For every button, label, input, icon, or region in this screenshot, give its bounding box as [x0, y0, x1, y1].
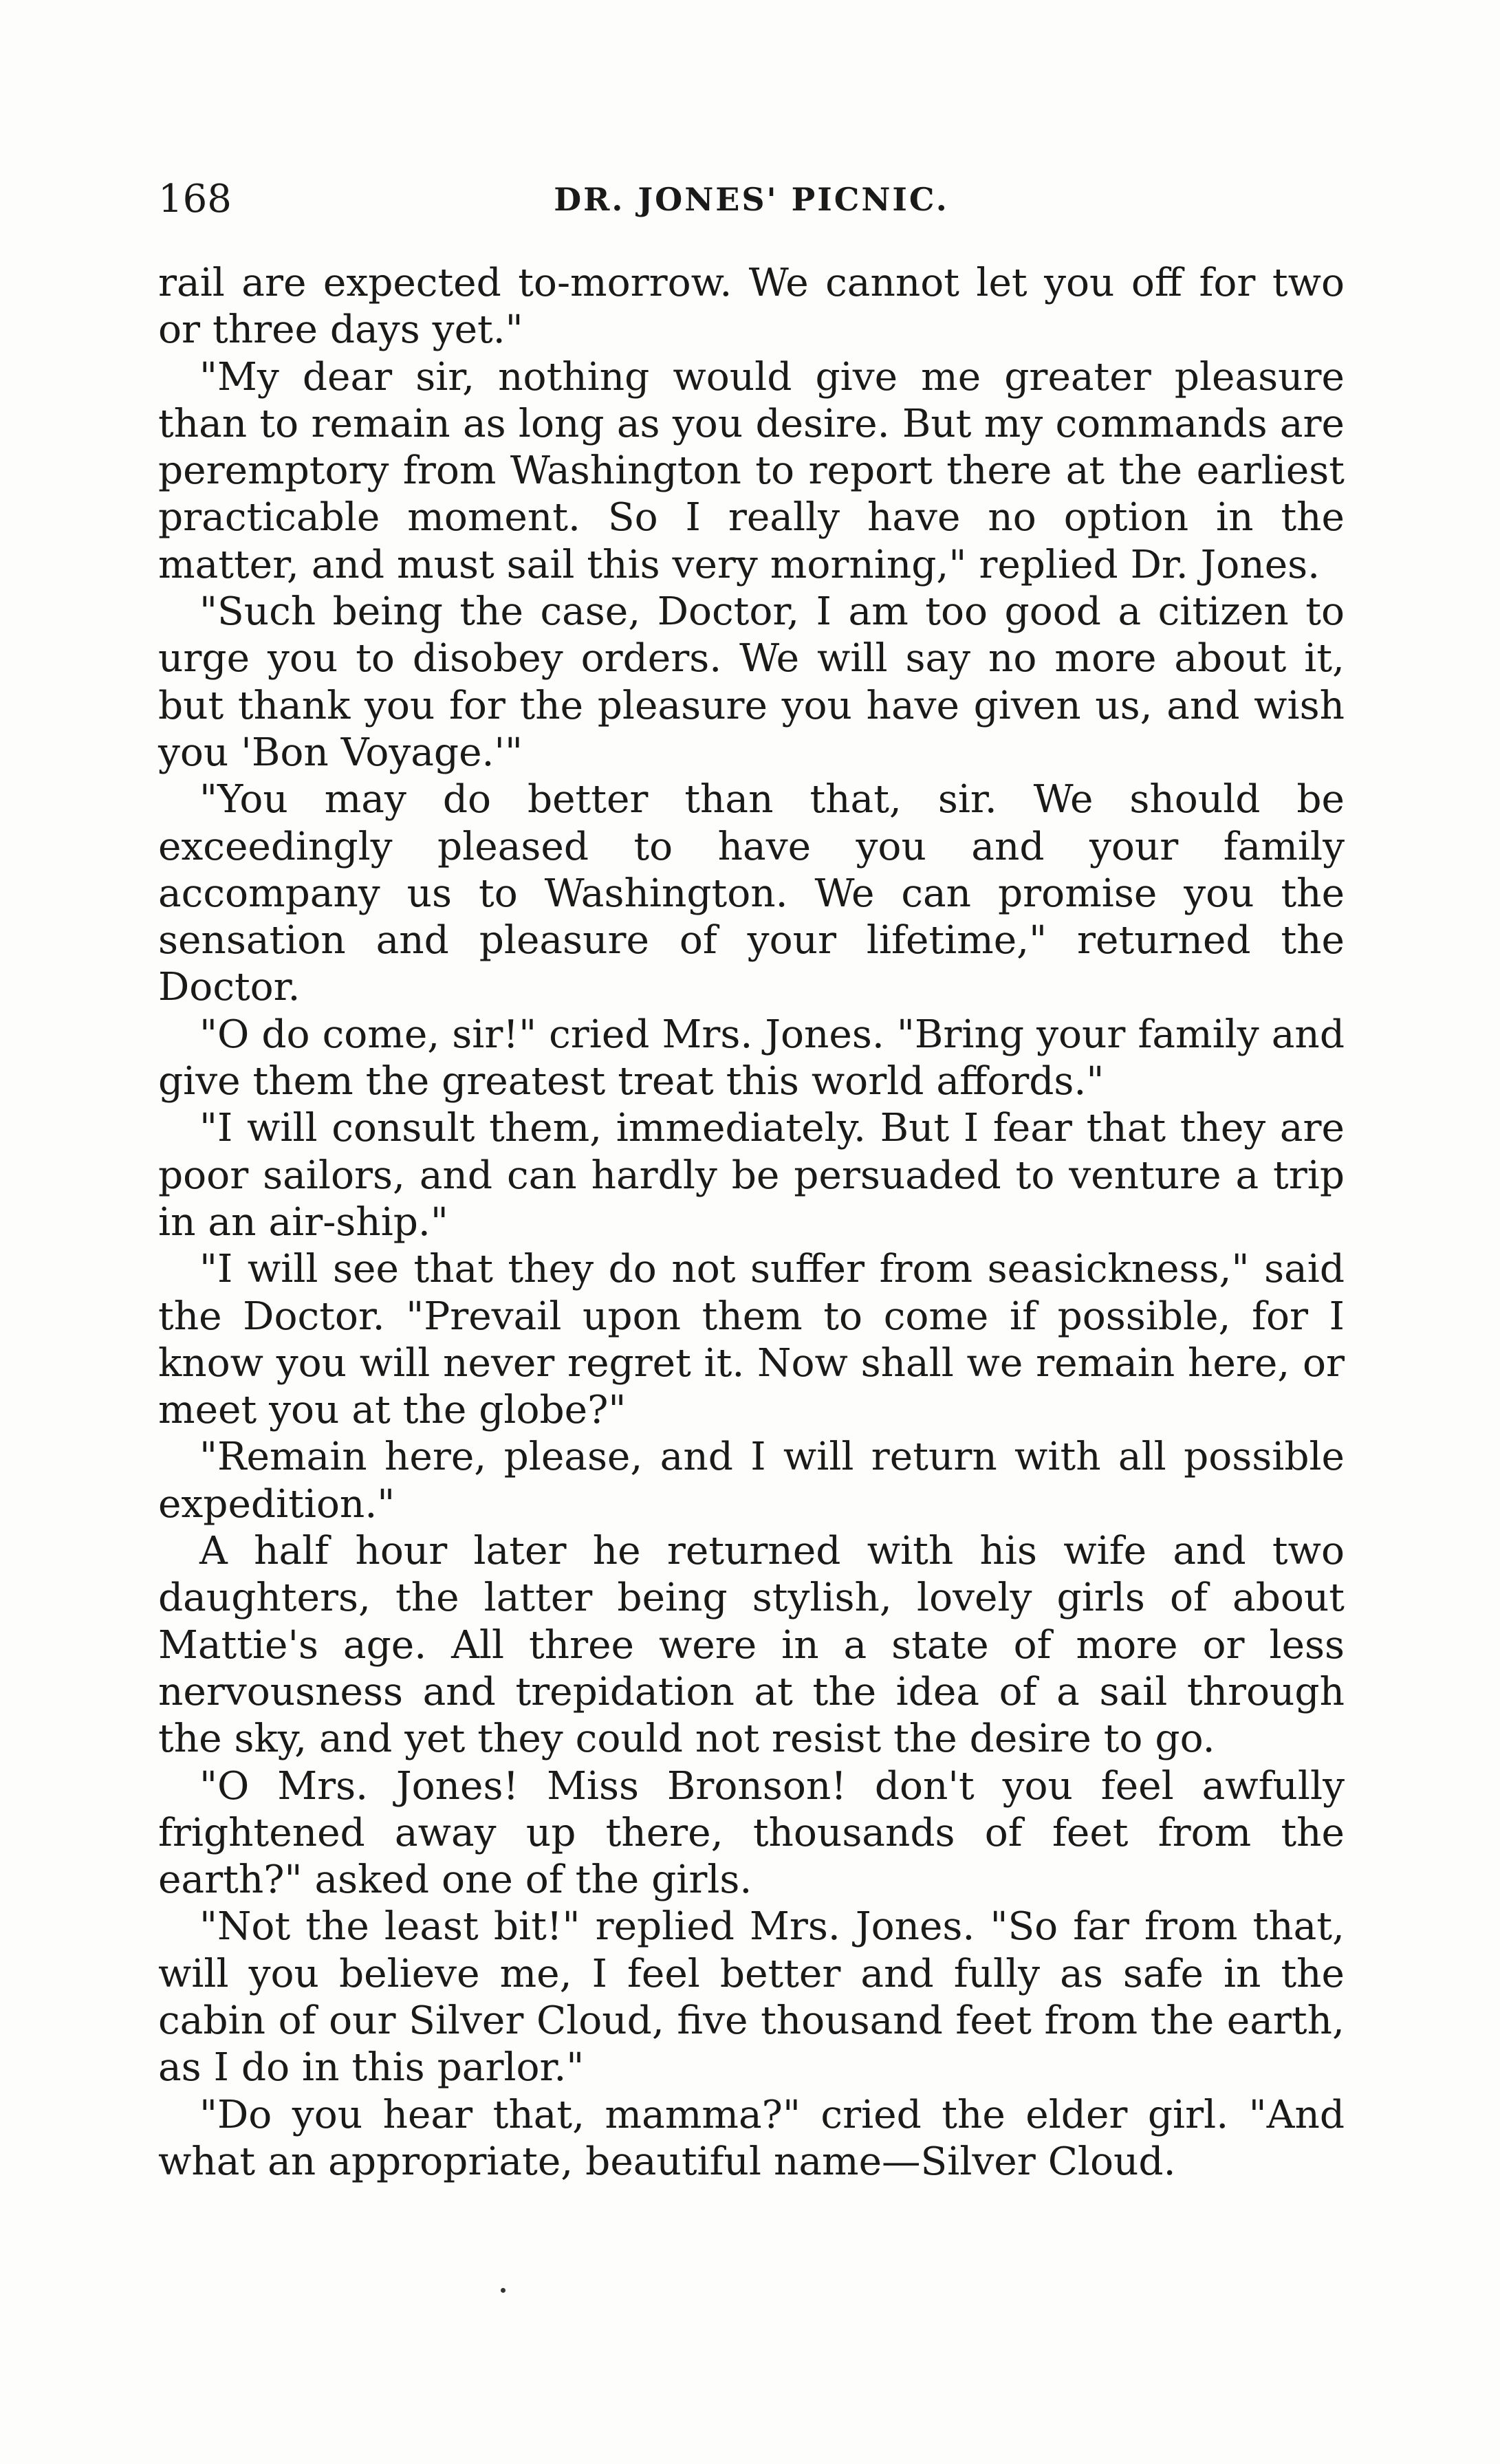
paragraph: rail are expected to-morrow. We cannot let you off for two or three days yet.": [158, 261, 1345, 353]
paragraph: "Do you hear that, mamma?" cried the elder girl. "And what an appropriate, beautiful name—Silver Cloud.: [158, 2092, 1345, 2184]
page-header: [158, 172, 1345, 227]
paragraph: "O Mrs. Jones! Miss Bronson! don't you feel awfully frightened away up there, thousands of feet from the earth?" asked one of the girls.: [158, 1763, 1345, 1903]
paragraph: "I will see that they do not suffer from seasickness," said the Doctor. "Prevail upon them to come if possible, for I know you will never regret it. Now shall we remain here, or meet you at the globe?": [158, 1247, 1345, 1433]
paragraph: "Remain here, please, and I will return with all possible expedition.": [158, 1435, 1345, 1527]
page-number: 168: [158, 177, 232, 221]
paragraph: "Not the least bit!" replied Mrs. Jones. "So far from that, will you believe me, I feel better and fully as safe in the cabin of our Silver Cloud, five thousand feet from the earth, as I do in this parlor.": [158, 1904, 1345, 2091]
book-page: [158, 172, 1345, 2185]
paragraph: "O do come, sir!" cried Mrs. Jones. "Bring your family and give them the greatest treat this world affords.": [158, 1012, 1345, 1104]
paragraph: "Such being the case, Doctor, I am too good a citizen to urge you to disobey orders. We will say no more about it, but thank you for the pleasure you have given us, and wish you 'Bon Voyage.'": [158, 589, 1345, 775]
running-title: DR. JONES' PICNIC.: [554, 181, 949, 218]
page-body: [158, 260, 1345, 2185]
ink-speck: [501, 2288, 506, 2293]
paragraph: A half hour later he returned with his wife and two daughters, the latter being stylish, lovely girls of about Mattie's age. All three were in a state of more or less nervousness and trepidation at the idea of a sail through the sky, and yet they could not resist the desire to go.: [158, 1529, 1345, 1762]
paragraph: "You may do better than that, sir. We should be exceedingly pleased to have you and your family accompany us to Washington. We can promise you the sensation and pleasure of your lifetime," returned the Doctor.: [158, 777, 1345, 1010]
paragraph: "I will consult them, immediately. But I fear that they are poor sailors, and can hardly be persuaded to venture a trip in an air-ship.": [158, 1106, 1345, 1245]
paragraph: "My dear sir, nothing would give me greater pleasure than to remain as long as you desire. But my commands are peremptory from Washington to report there at the earliest practicable moment. So I really have no option in the matter, and must sail this very morning," replied Dr. Jones.: [158, 354, 1345, 587]
